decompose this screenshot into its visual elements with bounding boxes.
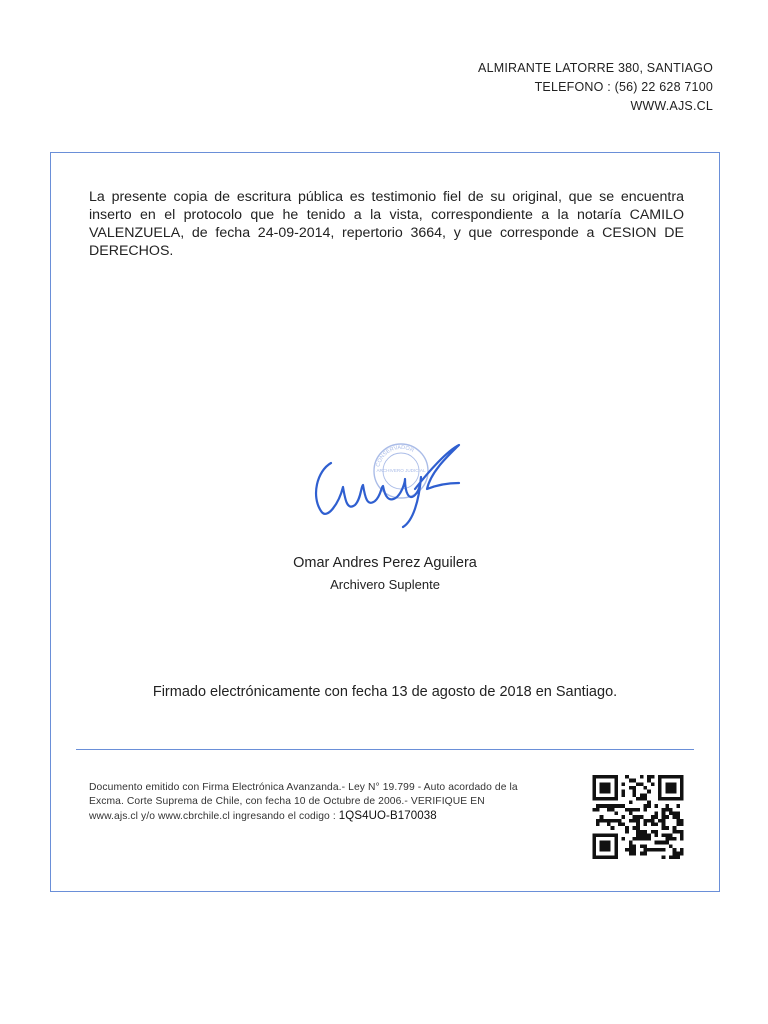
verification-notice xyxy=(89,781,534,824)
signer-role: Archivero Suplente xyxy=(330,577,440,592)
signature-with-seal xyxy=(309,441,479,536)
svg-text:CONSERVADOR xyxy=(375,445,414,468)
certificate-frame xyxy=(50,152,720,892)
signature-stroke xyxy=(316,445,459,527)
seal-inner-text: ARCHIVERO JUDICIAL xyxy=(376,468,426,473)
divider xyxy=(76,749,694,750)
certificate-body: La presente copia de escritura pública es testimonio fiel de su original, que se encuentra inserto en el protocolo que he tenido a la vista, correspondiente a la notaría CAMILO VALENZUELA, de fecha 24-09-2014, repertorio 3664, y que corresponde a CESION DE DERECHOS. xyxy=(89,189,684,259)
electronic-signature-date: Firmado electrónicamente con fecha 13 de agosto de 2018 en Santiago. xyxy=(152,684,618,700)
verification-code: 1QS4UO-B170038 xyxy=(338,810,437,822)
office-header xyxy=(478,59,713,116)
verification-text: Documento emitido con Firma Electrónica Avanzanda.- Ley N° 19.799 - Auto acordado de la Excma. Corte Suprema de Chile, con fecha 10 de Octubre de 2006.- VERIFIQUE EN www.ajs.cl y/o www.cbrchile.cl ingresando el codigo : xyxy=(89,782,518,822)
seal-outer-text: CONSERVADOR xyxy=(375,444,415,468)
office-website: WWW.AJS.CL xyxy=(630,99,713,113)
office-address: ALMIRANTE LATORRE 380, SANTIAGO xyxy=(478,61,713,75)
signer-name: Omar Andres Perez Aguilera xyxy=(293,555,477,571)
qr-code-icon xyxy=(592,775,684,859)
office-phone: TELEFONO : (56) 22 628 7100 xyxy=(534,80,713,94)
